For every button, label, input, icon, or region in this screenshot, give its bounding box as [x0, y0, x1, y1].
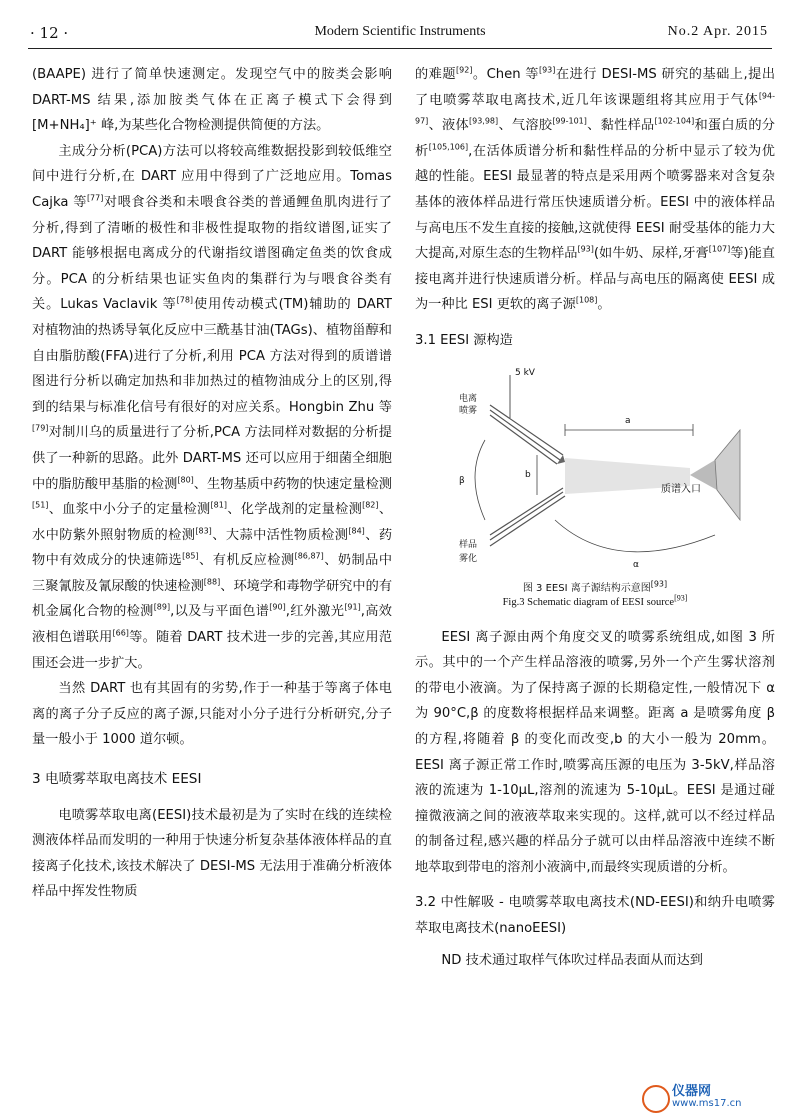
paragraph: 的难题[92]。Chen 等[93]在进行 DESI-MS 研究的基础上,提出了电喷雾萃取电离技术,近几年该课题组将其应用于气体[94-97]、液体[93,98]、气溶胶[99-101]、黏性样品[102-104]和蛋白质的分析[105,106],在活体质谱分析和黏性样品的分析中显示了较为优越的性能。EESI 最显著的特点是采用两个喷雾器来对含复杂基体的液体样品进行常压快速质谱分析。EESI 中的液体样品与高电压不发生直接的接触,这就使得 EESI 耐受基体的能力大大提高,对原生态的生物样品[93](如牛奶、尿样,牙膏[107]等)能直接电离并进行快速质谱分析。样品与高电压的隔离使 EESI 成为一种比 ESI 更软的离子源[108]。 — [415, 65, 776, 313]
left-column — [32, 62, 392, 905]
figure-caption-cn: 图 3 EESI 离子源结构示意图[93] — [522, 579, 668, 594]
site-watermark — [642, 1085, 792, 1111]
watermark-url: www.ms17.cn — [672, 1098, 742, 1109]
subsection-heading: 3.1 EESI 源构造 — [415, 332, 513, 348]
right-column — [415, 62, 775, 973]
eesi-figure — [415, 360, 775, 625]
paragraph: (BAAPE) 进行了简单快速测定。发现空气中的胺类会影响 DART-MS 结果,添加胺类气体在正离子模式下会得到 [M+NH₄]⁺ 峰,为某些化合物检测提供简便的方法。 — [32, 67, 392, 134]
watermark-brand: 仪器网 — [672, 1084, 712, 1099]
ms-inlet-label: 质谱入口 — [661, 483, 701, 495]
paragraph: EESI 离子源由两个角度交叉的喷雾系统组成,如图 3 所示。其中的一个产生样品溶液的喷雾,另外一个产生雾状溶剂的带电小液滴。为了保持离子源的长期稳定性,一般情况下 α 为 90°C,β 的度数将根据样品来调整。距离 a 是喷雾角度 β 的方程,将随着 β 的变化而改变,b 的大小一般为 20mm。EESI 离子源正常工作时,喷雾高压源的电压为 3-5kV,样品溶液的流速为 1-10μL,溶剂的流速为 5-10μL。EESI 是通过碰撞微液滴之间的液液萃取来实现的。这样,就可以不经过样品的制备过程,感兴趣的样品分子就可以由样品溶液中连续不断地萃取到带电的溶剂小液滴中,而最终实现质谱的分析。 — [415, 629, 775, 875]
distance-a-label: a — [625, 415, 631, 426]
spray-label: 电离 — [459, 393, 478, 404]
angle-alpha-label: α — [633, 559, 639, 570]
subsection-heading: 3.2 中性解吸 - 电喷雾萃取电离技术(ND-EESI)和纳升电喷雾萃取电离技术(nanoEESI) — [415, 895, 775, 937]
distance-b-label: b — [525, 469, 531, 480]
page-header — [0, 0, 800, 50]
paragraph: 主成分分析(PCA)方法可以将较高维数据投影到较低维空间中进行分析,在 DART 应用中得到了广泛地应用。Tomas Cajka 等[77]对喂食谷类和未喂食谷类的普通鲤鱼肌肉进行了分析,得到了清晰的极性和非极性提取物的指纹谱图,证实了 DART 能够根据电离成分的代谢指纹谱图确定鱼类的饮食成分。PCA 的分析结果也证实鱼肉的集群行为与喂食谷类有关。Lukas Vaclavik 等[78]使用传动模式(TM)辅助的 DART 对植物油的热诱导氧化反应中三酰基甘油(TAGs)、植物甾醇和自由脂肪酸(FFA)进行了分析,利用 PCA 方法对得到的质谱谱图进行分析以确定加热和非加热过的植物油成分上的区别,得到的结果与标准化信号有很好的对应关系。Hongbin Zhu 等[79]对制川乌的质量进行了分析,PCA 方法同样对数据的分析提供了一种新的思路。此外 DART-MS 还可以应用于细菌全细胞中的脂肪酸甲基脂的检测[80]、生物基质中药物的快速定量检测[51]、血浆中小分子的定量检测[81]、化学战剂的定量检测[82]、水中防紫外照射物质的检测[83]、大蒜中活性物质检测[84]、药物中有效成分的快速筛选[85]、有机反应检测[86,87]、奶制品中三聚氰胺及氰尿酸的快速检测[88]、环境学和毒物学研究中的有机金属化合物的检测[89],以及与平面色谱[90],红外激光[91],高效液相色谱联用[66]等。随着 DART 技术进一步的完善,其应用范围还会进一步扩大。 — [32, 143, 393, 671]
voltage-label: 5 kV — [515, 367, 535, 378]
sample-label: 样品 — [459, 539, 478, 550]
spray-label: 喷雾 — [459, 405, 478, 416]
sample-label: 雾化 — [459, 553, 478, 564]
paragraph: 当然 DART 也有其固有的劣势,作于一种基于等离子体电离的离子分子反应的离子源,只能对小分子进行分析研究,分子量一般小于 1000 道尔顿。 — [32, 681, 392, 748]
issue-info: No.2 Apr. 2015 — [667, 24, 768, 39]
section-heading: 3 电喷雾萃取电离技术 EESI — [32, 771, 202, 788]
angle-beta-label: β — [459, 475, 465, 486]
paragraph: ND 技术通过取样气体吹过样品表面从而达到 — [441, 952, 703, 968]
figure-caption-en: Fig.3 Schematic diagram of EESI source[93] — [502, 593, 688, 608]
page-number: · 12 · — [30, 24, 69, 42]
header-rule — [28, 48, 772, 49]
journal-name: Modern Scientific Instruments — [314, 24, 486, 39]
watermark-logo-icon — [642, 1085, 670, 1113]
paragraph: 电喷雾萃取电离(EESI)技术最初是为了实时在线的连续检测液体样品而发明的一种用于快速分析复杂基体液体样品的直接离子化技术,该技术解决了 DESI-MS 无法用于准确分析液体样品中挥发性物质 — [32, 807, 392, 900]
